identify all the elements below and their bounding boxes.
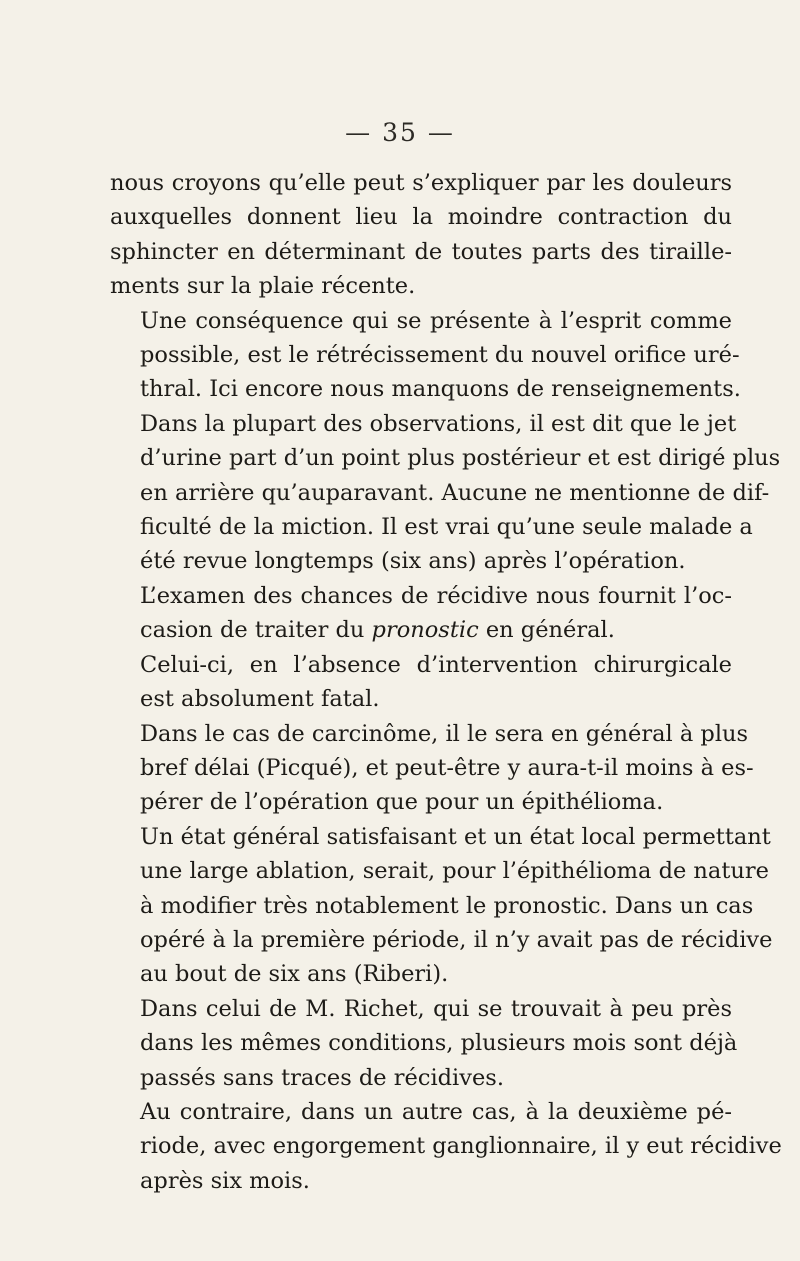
page-number: — 35 —	[345, 118, 455, 147]
paragraph	[110, 166, 732, 304]
text-line: Une conséquence qui se présente à l’esprit comme	[140, 307, 732, 334]
text-line: sphincter en déterminant de toutes parts des tiraille-	[110, 238, 732, 265]
text-line: possible, est le rétrécissement du nouvel orifice uré-	[140, 342, 740, 369]
text-line: été revue longtemps (six ans) après l’opération.	[140, 548, 686, 575]
text-line: thral. Ici encore nous manquons de renseignements.	[140, 376, 741, 403]
paragraph	[110, 407, 781, 579]
paragraph	[110, 648, 732, 717]
italic-term: pronostic	[371, 617, 479, 644]
text-line: au bout de six ans (Riberi).	[140, 961, 449, 988]
text-line: après six mois.	[140, 1167, 310, 1194]
text-line: Au contraire, dans un autre cas, à la deuxième pé-	[140, 1098, 732, 1125]
text-line	[110, 613, 732, 647]
text-line: pérer de l’opération que pour un épithélioma.	[140, 789, 664, 816]
text-line: nous croyons qu’elle peut s’expliquer par les douleurs	[110, 170, 732, 196]
text-line: est absolument fatal.	[140, 686, 380, 713]
text-line: L’examen des chances de récidive nous fournit l’oc-	[140, 582, 732, 609]
text-line: ments sur la plaie récente.	[110, 273, 416, 300]
paragraph	[110, 992, 738, 1095]
text-line: Dans celui de M. Richet, qui se trouvait à peu près	[140, 995, 732, 1022]
text-line: opéré à la première période, il n’y avait pas de récidive	[140, 926, 773, 953]
text-line: Dans la plupart des observations, il est dit que le jet	[140, 410, 737, 437]
paragraph	[110, 579, 732, 648]
text-line: auxquelles donnent lieu la moindre contraction du	[110, 204, 732, 231]
text-line: à modifier très notablement le pronostic. Dans un cas	[140, 892, 754, 919]
text-line: d’urine part d’un point plus postérieur et est dirigé plus	[140, 445, 781, 472]
page-body	[110, 166, 782, 1198]
text-line: passés sans traces de récidives.	[140, 1064, 504, 1091]
text-line: riode, avec engorgement ganglionnaire, il y eut récidive	[140, 1133, 782, 1160]
text-line: Un état général satisfaisant et un état local permettant	[140, 823, 771, 850]
text-line: Celui-ci, en l’absence d’intervention chirurgicale	[140, 651, 732, 678]
text-line: Dans le cas de carcinôme, il le sera en général à plus	[140, 720, 749, 747]
paragraph	[110, 820, 773, 992]
text-line: en arrière qu’auparavant. Aucune ne mentionne de dif-	[140, 479, 770, 506]
text-line: bref délai (Picqué), et peut-être y aura-t-il moins à es-	[140, 754, 754, 781]
text-fragment: casion de traiter du	[140, 617, 372, 644]
paragraph	[110, 1095, 782, 1198]
text-fragment: en général.	[478, 617, 615, 644]
paragraph	[110, 304, 741, 407]
text-line: dans les mêmes conditions, plusieurs mois sont déjà	[140, 1030, 738, 1057]
paragraph	[110, 717, 754, 820]
text-line: ficulté de la miction. Il est vrai qu’une seule malade a	[140, 514, 753, 541]
text-line: une large ablation, serait, pour l’épithélioma de nature	[140, 858, 769, 885]
